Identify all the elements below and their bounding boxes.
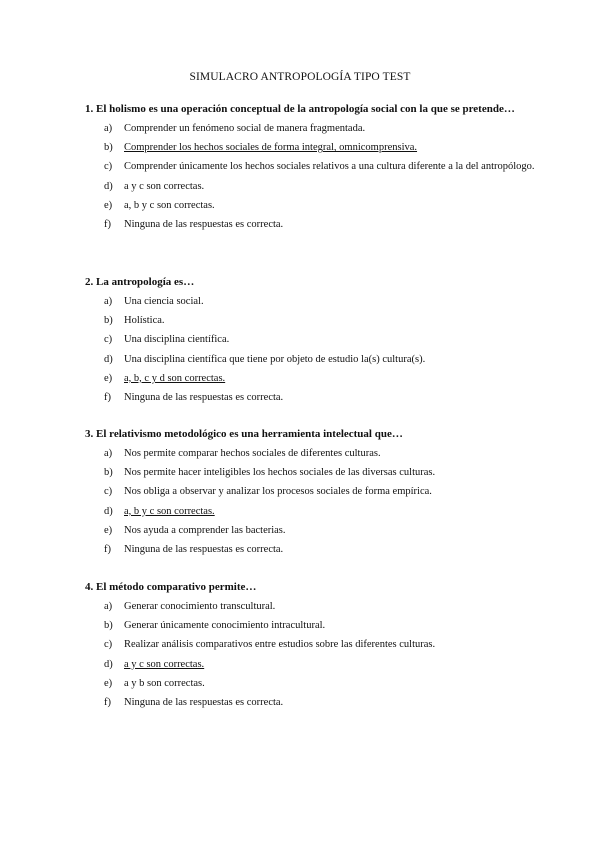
document-title: SIMULACRO ANTROPOLOGÍA TIPO TEST — [189, 71, 411, 83]
question-4 — [85, 581, 545, 712]
question-3 — [85, 428, 545, 559]
answer-option: f) Ninguna de las respuestas es correcta. — [104, 219, 284, 231]
correct-answer: a, b y c son correctas. — [124, 505, 215, 517]
answer-option: f) Ninguna de las respuestas es correcta. — [104, 544, 284, 556]
answer-option: e) a y b son correctas. — [104, 677, 205, 689]
question-heading: 2. La antropología es… — [85, 276, 195, 288]
answer-option: b) Generar únicamente conocimiento intracultural. — [104, 620, 326, 632]
correct-answer: a, b, c y d son correctas. — [124, 372, 226, 384]
answer-option: f) Ninguna de las respuestas es correcta. — [104, 392, 284, 404]
question-heading: 4. El método comparativo permite… — [85, 581, 257, 593]
answer-option: c) Una disciplina científica. — [104, 334, 230, 346]
answer-option: b) Comprender los hechos sociales de forma integral, omnicomprensiva. — [104, 142, 418, 154]
correct-answer: Comprender los hechos sociales de forma integral, omnicomprensiva. — [124, 142, 418, 154]
answer-option: b) Nos permite hacer inteligibles los hechos sociales de las diversas culturas. — [104, 467, 436, 479]
answer-option: d) a, b y c son correctas. — [104, 505, 215, 517]
answer-option: e) a, b y c son correctas. — [104, 199, 215, 211]
answer-option: c) Nos obliga a observar y analizar los procesos sociales de forma empírica. — [104, 486, 432, 498]
answer-option: e) a, b, c y d son correctas. — [104, 372, 226, 384]
answer-option: a) Una ciencia social. — [104, 296, 204, 307]
answer-option: c) Realizar análisis comparativos entre estudios sobre las diferentes culturas. — [104, 639, 436, 651]
answer-option: e) Nos ayuda a comprender las bacterias. — [104, 524, 286, 536]
answer-option: b) Holística. — [104, 315, 165, 327]
question-2 — [85, 276, 545, 407]
answer-option: c) Comprender únicamente los hechos sociales relativos a una cultura diferente a la del antropólogo. — [104, 161, 535, 173]
answer-option: d) a y c son correctas. — [104, 658, 205, 670]
answer-option: d) Una disciplina científica que tiene por objeto de estudio la(s) cultura(s). — [104, 353, 426, 365]
correct-answer: a y c son correctas. — [124, 658, 205, 670]
question-1 — [85, 103, 545, 234]
answer-option: a) Nos permite comparar hechos sociales de diferentes culturas. — [104, 448, 381, 459]
answer-option: a) Generar conocimiento transcultural. — [104, 601, 276, 612]
answer-option: d) a y c son correctas. — [104, 180, 205, 192]
question-heading: 3. El relativismo metodológico es una herramienta intelectual que… — [85, 428, 403, 440]
question-heading: 1. El holismo es una operación conceptual de la antropología social con la que se pretende… — [85, 103, 515, 115]
answer-option: f) Ninguna de las respuestas es correcta. — [104, 697, 284, 709]
answer-option: a) Comprender un fenómeno social de manera fragmentada. — [104, 123, 366, 134]
